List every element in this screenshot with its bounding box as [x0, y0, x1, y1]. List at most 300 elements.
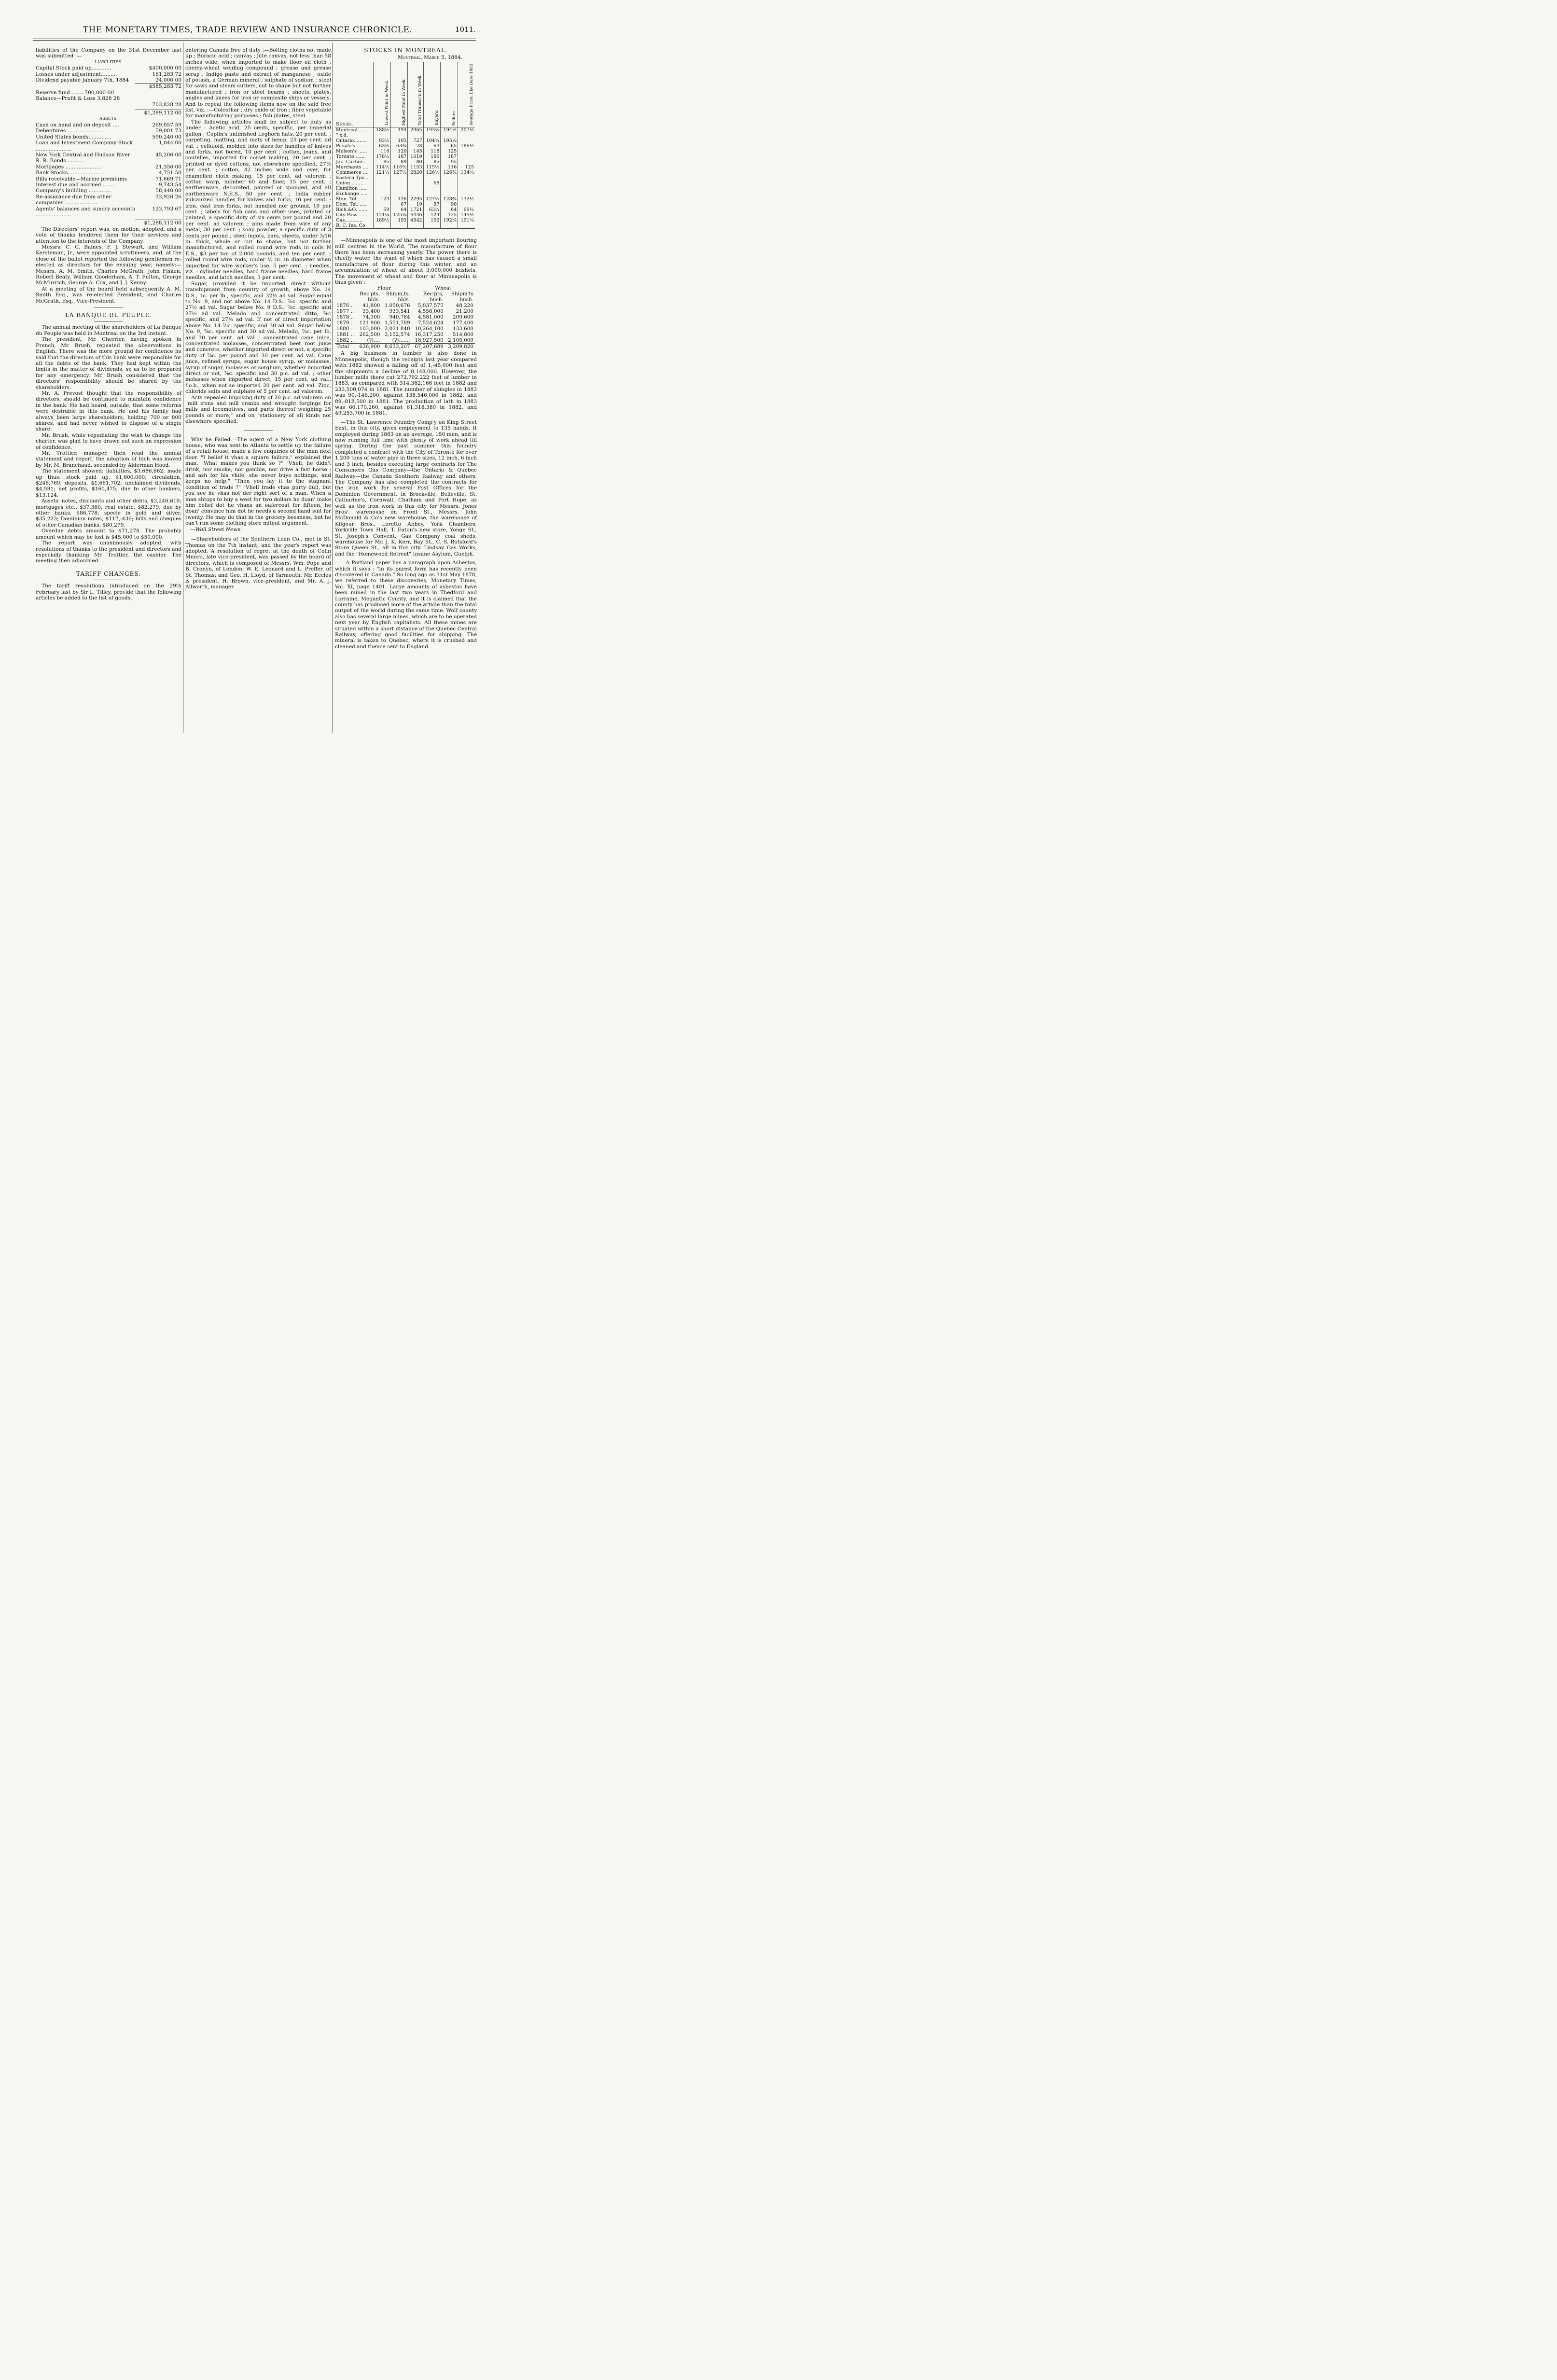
stock-cell: 132½ — [458, 196, 475, 202]
stock-cell: 120 — [390, 149, 408, 154]
stock-cell — [373, 133, 390, 138]
stock-column-header — [335, 62, 373, 127]
paragraph: The following articles shall be subject to duty as under : Acetic acid, 25 cents, specific, per imperial gallon ; Coplin's unfinished Leghorn hats, 20 per cent. ; carpeting, matting, and mats of hemp, 25 per cent. ad val. ; celluloid, molded into sizes for handles of knives and forks, not bored, 10 per cent ; cotton, jeans, and coutelles, imported for corset making, 20 per cent. ; printed or dyed cottons, not elsewhere specified, 27½ per cent. ; cotton, 42 inches wide and over, for enamelled cloth making, 15 per cent. ad valorem ; cotton warp, number 60 and finer, 15 per cent. ; earthenware, decorated, painted or sponged, and all earthenware N.E.S., 50 per cent. ; India rubber vulcanized handles for knives and forks, 10 per cent. ; iron, cast iron forks, not handled nor ground, 10 per cent. ; labels for fish cans and other uses, printed or painted, a specific duty of six cents per pound and 20 per cent. ad valorem ; pins made from wire of any metal, 30 per cent. ; soap powder, a specific duty of 3 cents per pound ; steel ingots, bars, sheets, under 3/16 in. thick, whole or cut to shape, but not further manufactured, and rolled round wire rods in coils N E.S., $3 per ton of 2,000 pounds, and ten per cent. ; rolled round wire rods, under ½ in. in diameter when imported for wire worker's use, 5 per cent. ; needles, viz. : cylinder needles, hard frame needles, hard frame needles, and latch needles, 3 per cent. — [185, 119, 331, 281]
stock-cell: 115½ — [423, 165, 441, 170]
liabilities-total: $585,283 72 — [36, 83, 181, 89]
stock-cell: 95 — [441, 159, 458, 165]
ledger-amount: 24,000 00 — [155, 77, 181, 84]
column-2 — [185, 47, 331, 590]
stock-row — [335, 143, 475, 149]
stock-row — [335, 138, 475, 143]
ledger-label: Agents' balances and sundry accounts ...................... — [36, 206, 135, 218]
stock-cell: 125 — [441, 212, 458, 218]
stock-cell: 105½ — [441, 138, 458, 143]
stock-cell — [458, 191, 475, 196]
ledger-label: Loan and Investment Company Stock ...................... — [36, 140, 133, 152]
minneapolis-cell: 1881 .. — [336, 332, 354, 338]
stock-column-label: Total Transac'n in Week. — [417, 74, 422, 126]
stocks-heading: STOCKS IN MONTREAL. — [364, 47, 448, 54]
stock-cell: Exchange ..... — [336, 191, 368, 197]
minneapolis-cell: 103,000 — [359, 326, 380, 332]
stock-column-header — [408, 62, 423, 127]
stock-row — [335, 181, 475, 186]
stock-cell — [441, 133, 458, 138]
stock-cell: 63½ — [373, 143, 390, 149]
liabilities-heading: LIABILITIES. — [95, 59, 123, 65]
stock-cell: 87 — [423, 202, 441, 207]
stock-cell: 187 — [390, 154, 408, 159]
stock-cell: 128¾ — [441, 196, 458, 202]
stock-cell: 68 — [423, 181, 441, 186]
minneapolis-cell: 4,581,000 — [417, 314, 444, 320]
header-rule-2 — [33, 40, 476, 41]
stock-row — [335, 191, 475, 196]
stock-cell — [373, 202, 390, 207]
stock-cell: 194½ — [441, 127, 458, 133]
stock-cell: 207½ — [458, 127, 475, 133]
stock-row — [335, 149, 475, 154]
stock-cell: Toronto ....... — [336, 154, 366, 160]
stock-column-label: Highest Point in Week. — [402, 78, 407, 126]
ledger-amount: 4,751 50 — [158, 170, 181, 176]
paragraph: Assets: notes, discounts and other debts, $3,246,610; mortgages etc., $37,360; real estate, $82,279; due by other banks, $86,778; specie in gold and silver, $35,223; Dominion notes, $117,-436; bills and cheques of other Canadian banks, $80,279. — [36, 498, 181, 528]
source-credit: —Wall Street News. — [190, 526, 242, 532]
stock-cell: 19 — [408, 202, 423, 207]
ledger-label: Dividend payable January 7th, 1884 — [36, 77, 129, 84]
stock-cell: 187 — [441, 154, 458, 159]
assets-total: $1,288,112 00 — [36, 220, 181, 226]
stocks-date: Montreal, March 5, 1884. — [397, 55, 462, 61]
ledger-amount: 590,240 00 — [152, 134, 181, 140]
ledger-amount: 33,920 26 — [155, 194, 181, 200]
minneapolis-cell: (?).... — [367, 337, 380, 344]
stock-cell — [458, 138, 475, 143]
stock-cell — [458, 202, 475, 207]
ledger-label: Interest due and accrued ........ — [36, 181, 116, 188]
stock-cell: 193¾ — [423, 127, 441, 133]
minneapolis-cell: 1882 .. — [336, 337, 354, 344]
minneapolis-row — [335, 320, 475, 326]
stock-cell: City Pass ..... — [336, 212, 366, 218]
paragraph: The Directors' report was, on motion, adopted, and a vote of thanks tendered them for their services and attention to the interests of the Company. — [36, 226, 181, 244]
page-header — [19, 25, 476, 37]
minneapolis-row — [335, 303, 475, 308]
stock-cell: 90 — [441, 202, 458, 207]
stock-cell: 126½ — [423, 170, 441, 175]
stock-cell: 134¾ — [458, 170, 475, 175]
ledger-label: Bank Stocks...................... — [36, 170, 104, 176]
stock-row — [335, 133, 475, 138]
stock-column-label: Stocks. — [336, 122, 353, 127]
stock-cell: 104¾ — [423, 138, 441, 143]
why-he-failed: Why he Failed.—The agent of a New York clothing house, who was sent to Atlanta to settle up the failure of a retail house, made a few enquiries of the man next door. "I belief it vhas a square failure," explained the man. "What makes you think so ?" "Vhell, he didn't drink, nor smoke, nor gamble, nor drive a fast horse ; and ash for his vhife, she never buys nothings, and keeps no help." "Then you lay it to the stagnant condition of trade ?" "Vhell trade vhas purty dull, but you see he vhas not der right sort of a man. When a man shtops to buy a west for two dollars he doan' make him belief dot he vhans an oafercoat for fifteen, he doan' convince him dot he needs a second hand suit for twenty. He may do that in the grocery beesness, but he can't run some clothing store mitout argument. — [185, 436, 331, 527]
stock-cell: 87 — [390, 202, 408, 207]
minneapolis-cell: 41,800 — [362, 303, 380, 309]
ledger-label: Re-assurance due from other companies .................... — [36, 194, 111, 206]
stock-cell: 126 — [390, 196, 408, 202]
ledger-amount: 59,001 73 — [155, 128, 181, 134]
minneapolis-total-cell: 8,633,207 — [384, 344, 410, 350]
stock-cell — [390, 186, 408, 191]
stock-cell — [408, 186, 423, 191]
stock-row — [335, 207, 475, 212]
paragraph: Mr. A. Prevost thought that the responsibility of directors, should be continued to maintain confidence in the bank. He had heard, outside, that some reforms were desirable in this bank. He and his family had always been large shareholders, holding 700 or 800 shares, and had never wished to dispose of a single share. — [36, 390, 181, 432]
ledger-amount: 9,743 54 — [158, 181, 181, 188]
stock-cell: Montreal ...... — [336, 127, 368, 133]
ledger-label: Losses under adjustment.......... — [36, 71, 117, 77]
stock-cell: Hamilton ..... — [336, 186, 367, 192]
minneapolis-cell: 18,927,500 — [415, 337, 444, 344]
stock-cell: 28 — [408, 143, 423, 149]
stock-cell — [408, 133, 423, 138]
minneapolis-cell: 21,200 — [456, 308, 473, 315]
col-head: Rec'pts, — [360, 291, 380, 297]
stock-cell: 186½ — [458, 143, 475, 149]
stock-cell: 188½ — [373, 127, 390, 133]
stock-cell — [373, 223, 390, 229]
minneapolis-cell: 940,784 — [389, 314, 410, 320]
minneapolis-cell: 10,264,100 — [415, 326, 444, 332]
stock-cell: 727 — [408, 138, 423, 143]
section-heading: TARIFF CHANGES. — [76, 570, 141, 577]
stock-cell — [390, 175, 408, 181]
paragraph: Mr. Brush, while repudiating the wish to change the charter, was glad to have drawn out such an expression of confidence. — [36, 432, 181, 450]
foundry-paragraph: —The St. Lawrence Foundry Comp'y on King Street East, in this city, gives employment to 135 hands. It employed during 1883 on an average, 150 men, and is now running full time with plenty of work ahead till spring. During the past summer this foundry completed a contract with the City of Toronto for over 1,200 tons of water pipe in three sizes, 12 inch, 6 inch and 3 inch, besides executing large contracts for The Consumers Gas Company—the Ontario & Quebec Railway—the Canada Southern Railway and others. The Company has also completed the contracts for the iron work for several Post Offices for the Dominion Government, in Brockville, Belleville, St. Catharine's, Cornwall, Chatham and Port Hope, as well as the iron work in this city for Messrs. Jones Bros'. warehouse on Front St., Messrs. John McDonald & Co's new warehouse, the warehouse of Kilgour Bros., Loretto Abbey, York Chambers, Yorkville Town Hall, T. Eaton's new store, Yonge St., St. Joseph's Convent, Gas Company coal sheds, warehouse for Mr. J. K. Kerr, Bay St., C. S. Botsford's Store Queen St., all in this city. Lindsay Gas Works, and the "Homewood Retreat" Insane Asylum, Guelph. — [335, 419, 477, 557]
stock-row — [335, 165, 475, 170]
stock-cell: 63¾ — [390, 143, 408, 149]
stock-cell: 1721 — [408, 207, 423, 212]
stock-cell — [373, 191, 390, 196]
stock-cell — [423, 175, 441, 181]
reserve-line: Reserve fund ........700,000 00 — [36, 89, 114, 96]
minneapolis-cell: 16,317,250 — [415, 332, 444, 338]
lumber-paragraph: A big business in lumber is also done in Minneapolis, though the receipts last year compared with 1882 showed a falling off of 1,-45,000 feet and the shipments a decline of 8,148,000. However, the lumber mills there cut 272,792.222 feet of lumber in 1883, as compared with 314,362,166 feet in 1882 and 233,500,074 in 1881. The number of shingles in 1883 was 90,-146,200, against 138,546,000 in 1882, and 89,-818,500 in 1881. The production of lath in 1883 was 60,170,260, against 61,318,380 in 1882, and 49,253,700 in 1881. — [335, 350, 477, 417]
stock-cell: R. C. Ins. Co — [336, 223, 365, 229]
stock-cell: Rich.&O. ...... — [336, 207, 368, 213]
stock-cell — [458, 154, 475, 159]
stock-cell — [441, 181, 458, 186]
stock-cell — [408, 191, 423, 196]
stock-cell: 121¼ — [373, 170, 390, 175]
stock-cell: 64 — [390, 207, 408, 212]
paragraph: Overdue debts amount to $71,278. The probably amount which may be lost is $45,000 to $50,000. — [36, 528, 181, 540]
assets-heading: ASSETS. — [99, 116, 118, 122]
stock-column-header — [441, 62, 458, 127]
minneapolis-total-row — [335, 344, 475, 350]
stock-cell: 192¼ — [441, 218, 458, 223]
stock-cell: 116½ — [390, 165, 408, 170]
minneapolis-cell: 933,541 — [389, 308, 410, 315]
ledger-label: Debentures ...................... — [36, 128, 103, 134]
stock-cell: 105 — [390, 138, 408, 143]
minneapolis-cell: 48,220 — [456, 303, 473, 309]
ledger-amount: 58,440 00 — [155, 188, 181, 194]
minneapolis-cell: 133,600 — [453, 326, 473, 332]
col-head: Shipm,ts, — [386, 291, 410, 297]
paragraph: The annual meeting of the shareholders of La Banque du Peuple was held in Montreal on the 3rd instant. — [36, 324, 181, 336]
stock-cell — [458, 181, 475, 186]
stock-cell: 192 — [423, 218, 441, 223]
col-head: Rec'pts, — [423, 291, 444, 297]
minneapolis-total-cell: 3,209,820 — [448, 344, 473, 350]
stock-cell: 80 — [408, 159, 423, 165]
stock-row — [335, 186, 475, 191]
minneapolis-cell: 4,556,000 — [417, 308, 444, 315]
paragraph: entering Canada free of duty :—Bolting cloths not made up ; Boracic acid ; canvas ; jute canvas, not less than 58 inches wide, when imported to make floor oil cloth ; cherry-wheat welding compound ; grease and grease scrap ; Indigo paste and extract of manganese ; oxide of potash, a German mineral ; sulphate of sodium ; steel for saws and steam cutters, cut to shape but not further manufactured ; iron or steel beams ; sheets, plates, angles and knees for iron or composite ships or vessels. And to repeal the following items now on the said free list, viz. :—Colcothar ; dry oxide of iron ; fibre vegetable for manufacturing purposes ; fish plates, steel. — [185, 47, 331, 119]
stock-cell: 85 — [423, 159, 441, 165]
flour-heading: Flour — [377, 285, 391, 292]
stock-row — [335, 196, 475, 202]
stock-cell: 189½ — [373, 218, 390, 223]
liabilities-table — [36, 65, 181, 83]
ledger-amount: 161,283 72 — [152, 71, 181, 77]
stock-cell: 118 — [423, 149, 441, 154]
balance-line: Balance—Profit & Loss 3,828 28 — [36, 96, 120, 102]
stock-cell: People's....... — [336, 143, 366, 149]
section-heading: LA BANQUE DU PEUPLE. — [65, 312, 153, 319]
stock-cell: 116 — [441, 165, 458, 170]
stock-cell — [390, 133, 408, 138]
stock-cell: 186 — [423, 154, 441, 159]
minneapolis-table — [335, 285, 475, 349]
page-number: 1011. — [455, 25, 476, 34]
stock-cell: 125 — [458, 165, 475, 170]
col-unit: bush. — [430, 297, 444, 303]
stock-cell: " x.d. — [336, 133, 348, 139]
stock-row — [335, 212, 475, 218]
stock-cell: 178½ — [373, 154, 390, 159]
stock-cell — [408, 175, 423, 181]
stock-row — [335, 202, 475, 207]
stock-cell — [423, 223, 441, 229]
stock-column-label: Lowest Point in Week. — [384, 79, 389, 126]
minneapolis-total-cell: 67,207,689 — [415, 344, 444, 350]
minneapolis-cell: 3,152,574 — [384, 332, 410, 338]
minneapolis-cell: 1.050,676 — [384, 303, 410, 309]
paragraph: The report was unanimously adopted, with resolutions of thanks to the president and directors and especially thanking Mr. Trottier, the cashier. The meeting then adjourned. — [36, 540, 181, 564]
stock-cell: 116 — [373, 149, 390, 154]
stock-row — [335, 159, 475, 165]
stock-cell: 145½ — [458, 212, 475, 218]
stocks-table — [335, 62, 475, 229]
stock-cell — [373, 186, 390, 191]
ledger-label: United States bonds.............. — [36, 134, 111, 140]
liabilities-intro: liabilities of the Company on the 31st December last was submitted :— — [36, 47, 181, 59]
paragraph: Messrs. C. C. Baines, F. J. Stewart, and William Kersteman, Jr., were appointed scrutineers, and, at the close of the ballot reported the following gentlemen re-elected as directors for the ensuing year, namely:—Messrs. A. M. Smith, Charles McGrath, John Fisken, Robert Beaty, William Gooderham, A. T. Fulton, George McMurrich, George A. Cox, and J. J. Kenny. — [36, 244, 181, 286]
stock-cell: 125 — [441, 149, 458, 154]
minneapolis-cell: 7,524,624 — [417, 320, 444, 326]
ledger-amount: $400,000 00 — [149, 65, 181, 71]
stock-cell: Eastern Tps .. — [336, 175, 369, 181]
stock-cell: 2820 — [408, 170, 423, 175]
stock-cell — [441, 191, 458, 196]
minneapolis-cell: 514,800 — [453, 332, 473, 338]
ledger-label: Bills receivable—Marine premiums — [36, 176, 127, 182]
minneapolis-total-cell: 636,900 — [359, 344, 380, 350]
stock-cell: 64 — [441, 207, 458, 212]
stock-cell: 93½ — [373, 138, 390, 143]
ledger-label: Capital Stock paid up............ — [36, 65, 111, 71]
southern-loan: —Shareholders of the Southern Loan Co., met in St. Thomas on the 7th instant, and the year's report was adopted. A resolution of regret at the death of Colin Munro, late vice-president, was passed by the board of directors, which is composed of Messrs. Wm. Pope and B. Cronyn, of London; W. E. Leonard and L. Preffer, of St. Thomas; and Geo. H. Lloyd, of Yarmouth. Mr. Eccles is president, H. Brown, vice-president, and Mr. A. J. Allworth, manager. — [185, 536, 331, 590]
stock-row — [335, 218, 475, 223]
column-1 — [36, 47, 181, 601]
stock-column-header — [458, 62, 475, 127]
paragraph: Sugar, provided it be imported direct without transhipment from country of growth, above No. 14 D.S., 1c. per lb., specific, and 32½ ad val. Sugar equal to No. 9, and not above No. 14 D.S., ⅞c. specific and 27½ ad val. Sugar below No. 9 D.S., ⅝c. specific and 27½ ad val. Melado and concentrated ditto, ⅝c specific, and 27½ ad val. If not of direct importation above No. 14 ⅞c. specific, and 30 ad val. Sugar below No. 9, ⅞c. specific and 30 ad val. Melado, ⅞c. per lb. and 30 per cent. ad val ; concentrated cane juice, concentrated molasses, concentrated beet root juice and concrete, whether imported direct or not, a specific duty of ⅞c. per pound and 30 per cent. ad val. Cane juice, refined syrups, sugar house syrup, or molasses, syrup of sugar, molasses or sorghum, whether imported direct or not, ⅞c. specific and 30 p.c. ad val. ; other molasses when imported direct, 15 per cent. ad val., f.o.b., when not so imported 20 per cent. ad val. Zinc, chloride salts and sulphate of 5 per cent. ad valorem. — [185, 280, 331, 395]
stock-cell — [458, 186, 475, 191]
minneapolis-row — [335, 314, 475, 320]
minneapolis-cell: 209,600 — [453, 314, 473, 320]
minneapolis-cell: 1876 .. — [336, 303, 354, 309]
stock-cell — [373, 181, 390, 186]
stock-cell — [408, 181, 423, 186]
minneapolis-cell: 262,500 — [359, 332, 380, 338]
column-3 — [335, 47, 477, 650]
stock-cell: 65 — [441, 143, 458, 149]
minneapolis-row — [335, 332, 475, 337]
stock-cell — [458, 133, 475, 138]
stock-cell: 2965 — [408, 127, 423, 133]
grand-total: $1,289,112 00 — [36, 110, 181, 116]
ledger-amount: 45,200 00 — [155, 152, 181, 158]
stock-cell: 114½ — [373, 165, 390, 170]
stock-column-header — [423, 62, 441, 127]
minneapolis-cell: 177,400 — [453, 320, 473, 326]
ledger-label: Company's building .............. — [36, 188, 111, 194]
minneapolis-paragraph: —Minneapolis is one of the most important flouring mill centres in the World. The manufacture of flour there has been increasing yearly. The power there is chiefly water, the want of which has caused a small manufacture of flour during this winter, and an accumulation of wheat of about 3,000,000 bushels. The movement of wheat and flour at Minneapolis is thus given : — [335, 237, 477, 285]
stock-cell — [441, 186, 458, 191]
stock-cell — [373, 175, 390, 181]
minneapolis-cell: 5,037,575 — [417, 303, 444, 309]
stock-cell: 2295 — [408, 196, 423, 202]
stock-cell: Union ......... — [336, 181, 365, 186]
paragraph: The president, Mr. Cherrier, having spoken in French, Mr. Brush, repeated the observations in English. There was the more ground for confidence he said that the directors of this bank were responsible for all the debts of the bank. They had kept within the limits in the matter of dividends, so as to be prepared for any emergency. Mr. Brush considered that the directors' responsibility should be shared by the shareholders. — [36, 336, 181, 390]
col-unit: bbls. — [368, 297, 380, 303]
stock-cell — [458, 175, 475, 181]
running-title: THE MONETARY TIMES, TRADE REVIEW AND INSURANCE CHRONICLE. — [83, 25, 413, 35]
stock-cell: 145 — [408, 149, 423, 154]
stock-cell: 6436 — [408, 212, 423, 218]
stock-cell: 194 — [390, 127, 408, 133]
wheat-heading: Wheat — [435, 285, 452, 292]
minneapolis-total-cell: Total — [336, 344, 349, 350]
assets-table — [36, 122, 181, 218]
col-unit: bbls. — [398, 297, 410, 303]
ledger-amount: 123,793 67 — [152, 206, 181, 212]
stock-cell: 63 — [423, 143, 441, 149]
ledger-amount: 269,057 59 — [152, 122, 181, 128]
stock-column-label: Sellers. — [452, 110, 457, 126]
stock-cell: Commerce .... — [336, 170, 369, 176]
stock-cell — [390, 223, 408, 229]
stock-cell — [458, 159, 475, 165]
stock-cell: Gas............ — [336, 218, 362, 223]
minneapolis-cell: 2,031 840 — [384, 326, 410, 332]
minneapolis-cell: 1878 .. — [336, 314, 354, 320]
stock-cell — [423, 186, 441, 191]
ledger-label: Cash on hand and on deposit .... — [36, 122, 119, 128]
stock-column-header — [373, 62, 390, 127]
ledger-label: Mortgages ...................... — [36, 164, 101, 170]
col-head: Shipm'ts — [451, 291, 473, 297]
stock-row — [335, 223, 475, 229]
stock-cell: 123 — [373, 196, 390, 202]
paragraph: Acts repealed imposing duty of 20 p.c. ad valorem on "mill irons and mill cranks and wrought forgings for mills and locomotives, and parts thereof weighing 25 pounds or more," and on "stationery of all kinds not elsewhere specified. — [185, 394, 331, 425]
stock-cell: Dom. Tel. ..... — [336, 202, 367, 208]
stock-cell: 69½ — [458, 207, 475, 212]
minneapolis-cell: 121 900 — [359, 320, 380, 326]
stock-cell: 121¼ — [373, 212, 390, 218]
stock-cell — [390, 191, 408, 196]
stock-cell: 89 — [390, 159, 408, 165]
minneapolis-cell: (?)....... — [392, 337, 410, 344]
ledger-amount: 71,669 71 — [155, 176, 181, 182]
asbestos-paragraph: —A Portland paper has a paragraph upon Asbestos, which it says : "in its purest form has recently been discovered in Canada." So long ago as 31st May 1878, we referred to these discoveries, Monetary Times, Vol. XI, page 1401. Large amounts of asbestos have been mined in the last two years in Thedford and Lorraine, Megantic County, and it is claimed that the county has produced more of the article than the total output of the world during the same time. Wolf county also has several large mines, which are to be operated next year by English capitalists. All these mines are situated within a short distance of the Quebec Central Railway, offering good facilities for shipping. The mineral is taken to Quebec, where it is crushed and cleaned and thence sent to England. — [335, 560, 477, 650]
minneapolis-cell: 1880 .. — [336, 326, 354, 332]
stock-cell: 63¼ — [423, 207, 441, 212]
stock-cell: Merchants .... — [336, 165, 369, 170]
stock-column-label: Buyers. — [434, 110, 440, 126]
ledger-label: New York Central and Hudson River R. R. Bonds .......... — [36, 152, 130, 164]
stock-cell: 191¾ — [458, 218, 475, 223]
stock-cell — [441, 175, 458, 181]
stock-cell: 124 — [423, 212, 441, 218]
ledger-amount: 21,350 00 — [155, 164, 181, 170]
stock-row — [335, 154, 475, 159]
stock-cell: 127½ — [423, 196, 441, 202]
stock-cell: 59 — [373, 207, 390, 212]
col-unit: bush. — [459, 297, 473, 303]
minneapolis-cell: 2,105,000 — [448, 337, 473, 344]
paragraph: Mr. Trottier, manager, then read the annual statement and report, the adoption of hich was moved by Mr. M. Branchaud, seconded by Alderman Hood. — [36, 450, 181, 468]
stock-cell: Ontario......... — [336, 138, 367, 144]
stock-cell: Mon. Tel....... — [336, 196, 367, 202]
stock-cell — [458, 149, 475, 154]
stock-row — [335, 127, 475, 133]
stock-cell: 193 — [390, 218, 408, 223]
stock-cell — [423, 191, 441, 196]
minneapolis-cell: 1,551,789 — [384, 320, 410, 326]
ledger-amount: 1,044 00 — [158, 140, 181, 146]
minneapolis-cell: 33,400 — [362, 308, 380, 315]
stock-cell — [408, 223, 423, 229]
minneapolis-cell: 1877 .. — [336, 308, 354, 315]
minneapolis-row — [335, 337, 475, 344]
stock-row — [335, 175, 475, 181]
stock-cell — [458, 223, 475, 229]
paragraph: The tariff resolutions introduced on the 29th February last by Sir L. Tilley, provide that the following articles be added to the list of goods, — [36, 583, 181, 601]
stock-row — [335, 170, 475, 175]
minneapolis-row — [335, 308, 475, 314]
minneapolis-cell: 74,300 — [362, 314, 380, 320]
stock-cell: 127½ — [390, 170, 408, 175]
stock-cell: 1153 — [408, 165, 423, 170]
stock-cell: Jac. Cartier... — [336, 159, 367, 165]
stock-column-header — [390, 62, 408, 127]
stock-cell: Molson's ...... — [336, 149, 367, 154]
minneapolis-row — [335, 326, 475, 332]
paragraph: At a meeting of the board held subsequently A. M. Smith Esq., was re-elected President, and Charles McGrath, Esq., Vice-President. — [36, 286, 181, 304]
stock-cell — [441, 223, 458, 229]
stock-cell: 126¾ — [441, 170, 458, 175]
minneapolis-cell: 1879 .. — [336, 320, 354, 326]
paragraph: The statement showed: liabilities, $3,686,662, made up thus: stock paid up, $1,600,000; circulation, $246,769; deposits, $1,661,702; unclaimed dividends, $4,591; net profits, $160,475; due to other bankers, $13,124. — [36, 468, 181, 498]
stock-cell: 85 — [373, 159, 390, 165]
stock-cell — [423, 133, 441, 138]
stock-column-label: Average Price, like Date 1883. — [469, 62, 474, 126]
stock-cell: 4942 — [408, 218, 423, 223]
stock-cell: 125¼ — [390, 212, 408, 218]
stock-cell — [390, 181, 408, 186]
